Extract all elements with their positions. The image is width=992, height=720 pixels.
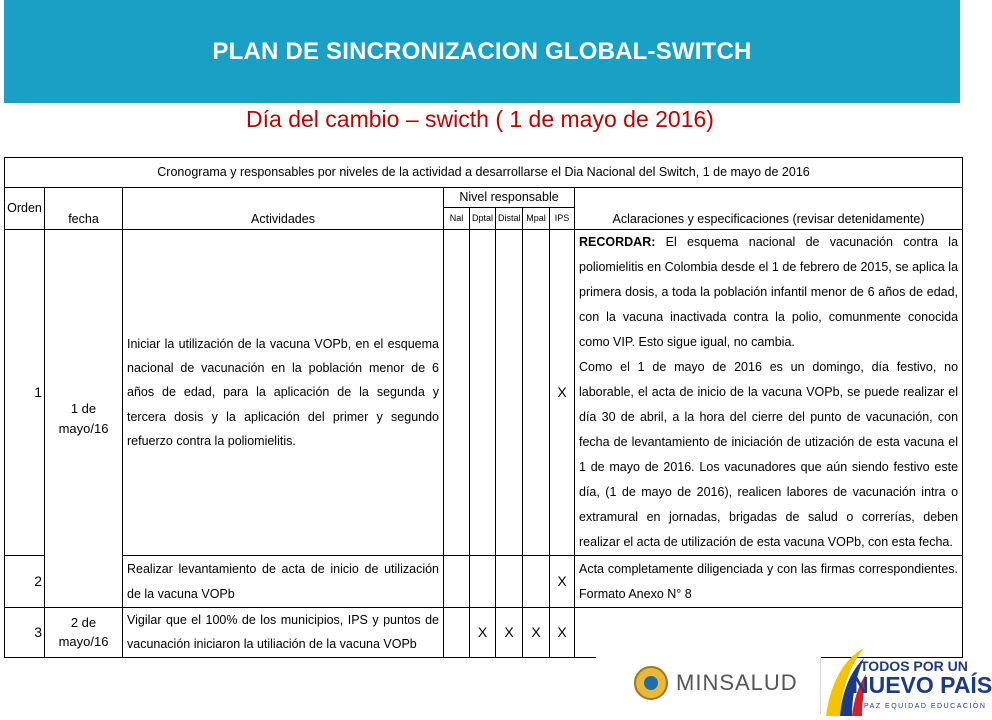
row-2-actividad: Realizar levantamiento de acta de inicio de utilización de la vacuna VOPb [123,556,444,608]
row-1-aclaracion [575,230,963,556]
row-3-fecha: 2 de mayo/16 [45,608,123,658]
header-orden: Orden [5,188,45,230]
row-2-orden: 2 [5,556,45,608]
minsalud-logo-text: MINSALUD [676,670,798,695]
row-2-mark-mpal [523,556,550,608]
table-row [5,230,963,556]
schedule-table [4,157,963,658]
row-1-mark-mpal [523,230,550,556]
logo-line-2: NUEVO PAÍS [852,672,992,698]
header-fecha: fecha [45,188,123,230]
row-2-aclaracion: Acta completamente diligenciada y con las firmas correspondientes. Formato Anexo N° 8 [575,556,963,608]
row-1-mark-dptal [470,230,496,556]
todos-por-un-nuevo-pais-logo [824,642,992,720]
row-2-mark-ips: X [550,556,575,608]
row-1-fecha: 1 de mayo/16 [45,230,123,608]
row-2-mark-dptal [470,556,496,608]
table-row [5,556,963,608]
header-level-dptal: Dptal [470,208,496,230]
header-level-ips: IPS [550,208,575,230]
table-row [5,608,963,658]
row-3-mark-mpal: X [523,608,550,658]
table-caption: Cronograma y responsables por niveles de la actividad a desarrollarse el Dia Nacional del Switch, 1 de mayo de 2016 [5,158,963,188]
row-3-mark-nal [444,608,470,658]
row-1-mark-distal [496,230,523,556]
header-nivel-responsable: Nivel responsable [444,188,575,208]
schedule-table-container [4,157,964,652]
row-1-aclaracion-part1: El esquema nacional de vacunación contra la poliomielitis en Colombia desde el 1 de febrero de 2015, se aplica la primera dosis, a toda la población infantil menor de 6 años de edad, con la vacuna inactivada contra la polio, comunmente conocida como VIP. Esto sigue igual, no cambia. [579,235,959,349]
row-1-aclaracion-part2: Como el 1 de mayo de 2016 es un domingo, día festivo, no laborable, el acta de inicio de la vacuna VOPb, se puede realizar el día 30 de abril, a la hora del cierre del punto de vacunación, con fecha de levantamiento de iniciación de utización de esta vacuna el 1 de mayo de 2016. Los vacunadores que aún siendo festivo este día, (1 de mayo de 2016), realicen labores de vacunación intra o extramural en jornadas, brigadas de salud o correrías, deben realizar el acta de utilización de esta vacuna VOPb, con esta fecha. [579,360,959,549]
row-3-mark-ips: X [550,608,575,658]
row-1-mark-nal [444,230,470,556]
page-title: PLAN DE SINCRONIZACION GLOBAL-SWITCH [212,38,752,65]
row-1-orden: 1 [5,230,45,556]
page-subtitle: Día del cambio – swicth ( 1 de mayo de 2016) [246,106,714,132]
recordar-label: RECORDAR: [579,235,656,249]
logo-line-3: PAZ EQUIDAD EDUCACIÓN [864,703,987,710]
row-2-mark-distal [496,556,523,608]
row-1-mark-ips: X [550,230,575,556]
minsalud-logo [596,656,821,714]
footer-logos [596,656,992,720]
header-aclaraciones: Aclaraciones y especificaciones (revisar detenidamente) [575,188,963,230]
header-level-mpal: Mpal [523,208,550,230]
row-3-orden: 3 [5,608,45,658]
row-3-mark-distal: X [496,608,523,658]
header-level-nal: Nal [444,208,470,230]
header-level-distal: Distal [496,208,523,230]
header-actividades: Actividades [123,188,444,230]
row-3-actividad: Vigilar que el 100% de los municipios, IPS y puntos de vacunación iniciaron la utiliación de la vacuna VOPb [123,608,444,658]
header-banner [4,0,960,103]
row-1-actividad: Iniciar la utilización de la vacuna VOPb, en el esquema nacional de vacunación en la población menor de 6 años de edad, para la aplicación de la segunda y tercera dosis y la aplicación del primer y segundo refuerzo contra la poliomielitis. [123,230,444,556]
row-3-mark-dptal: X [470,608,496,658]
logo-line-1: TODOS POR UN [860,658,968,674]
colombia-seal-icon [634,666,668,700]
row-2-mark-nal [444,556,470,608]
